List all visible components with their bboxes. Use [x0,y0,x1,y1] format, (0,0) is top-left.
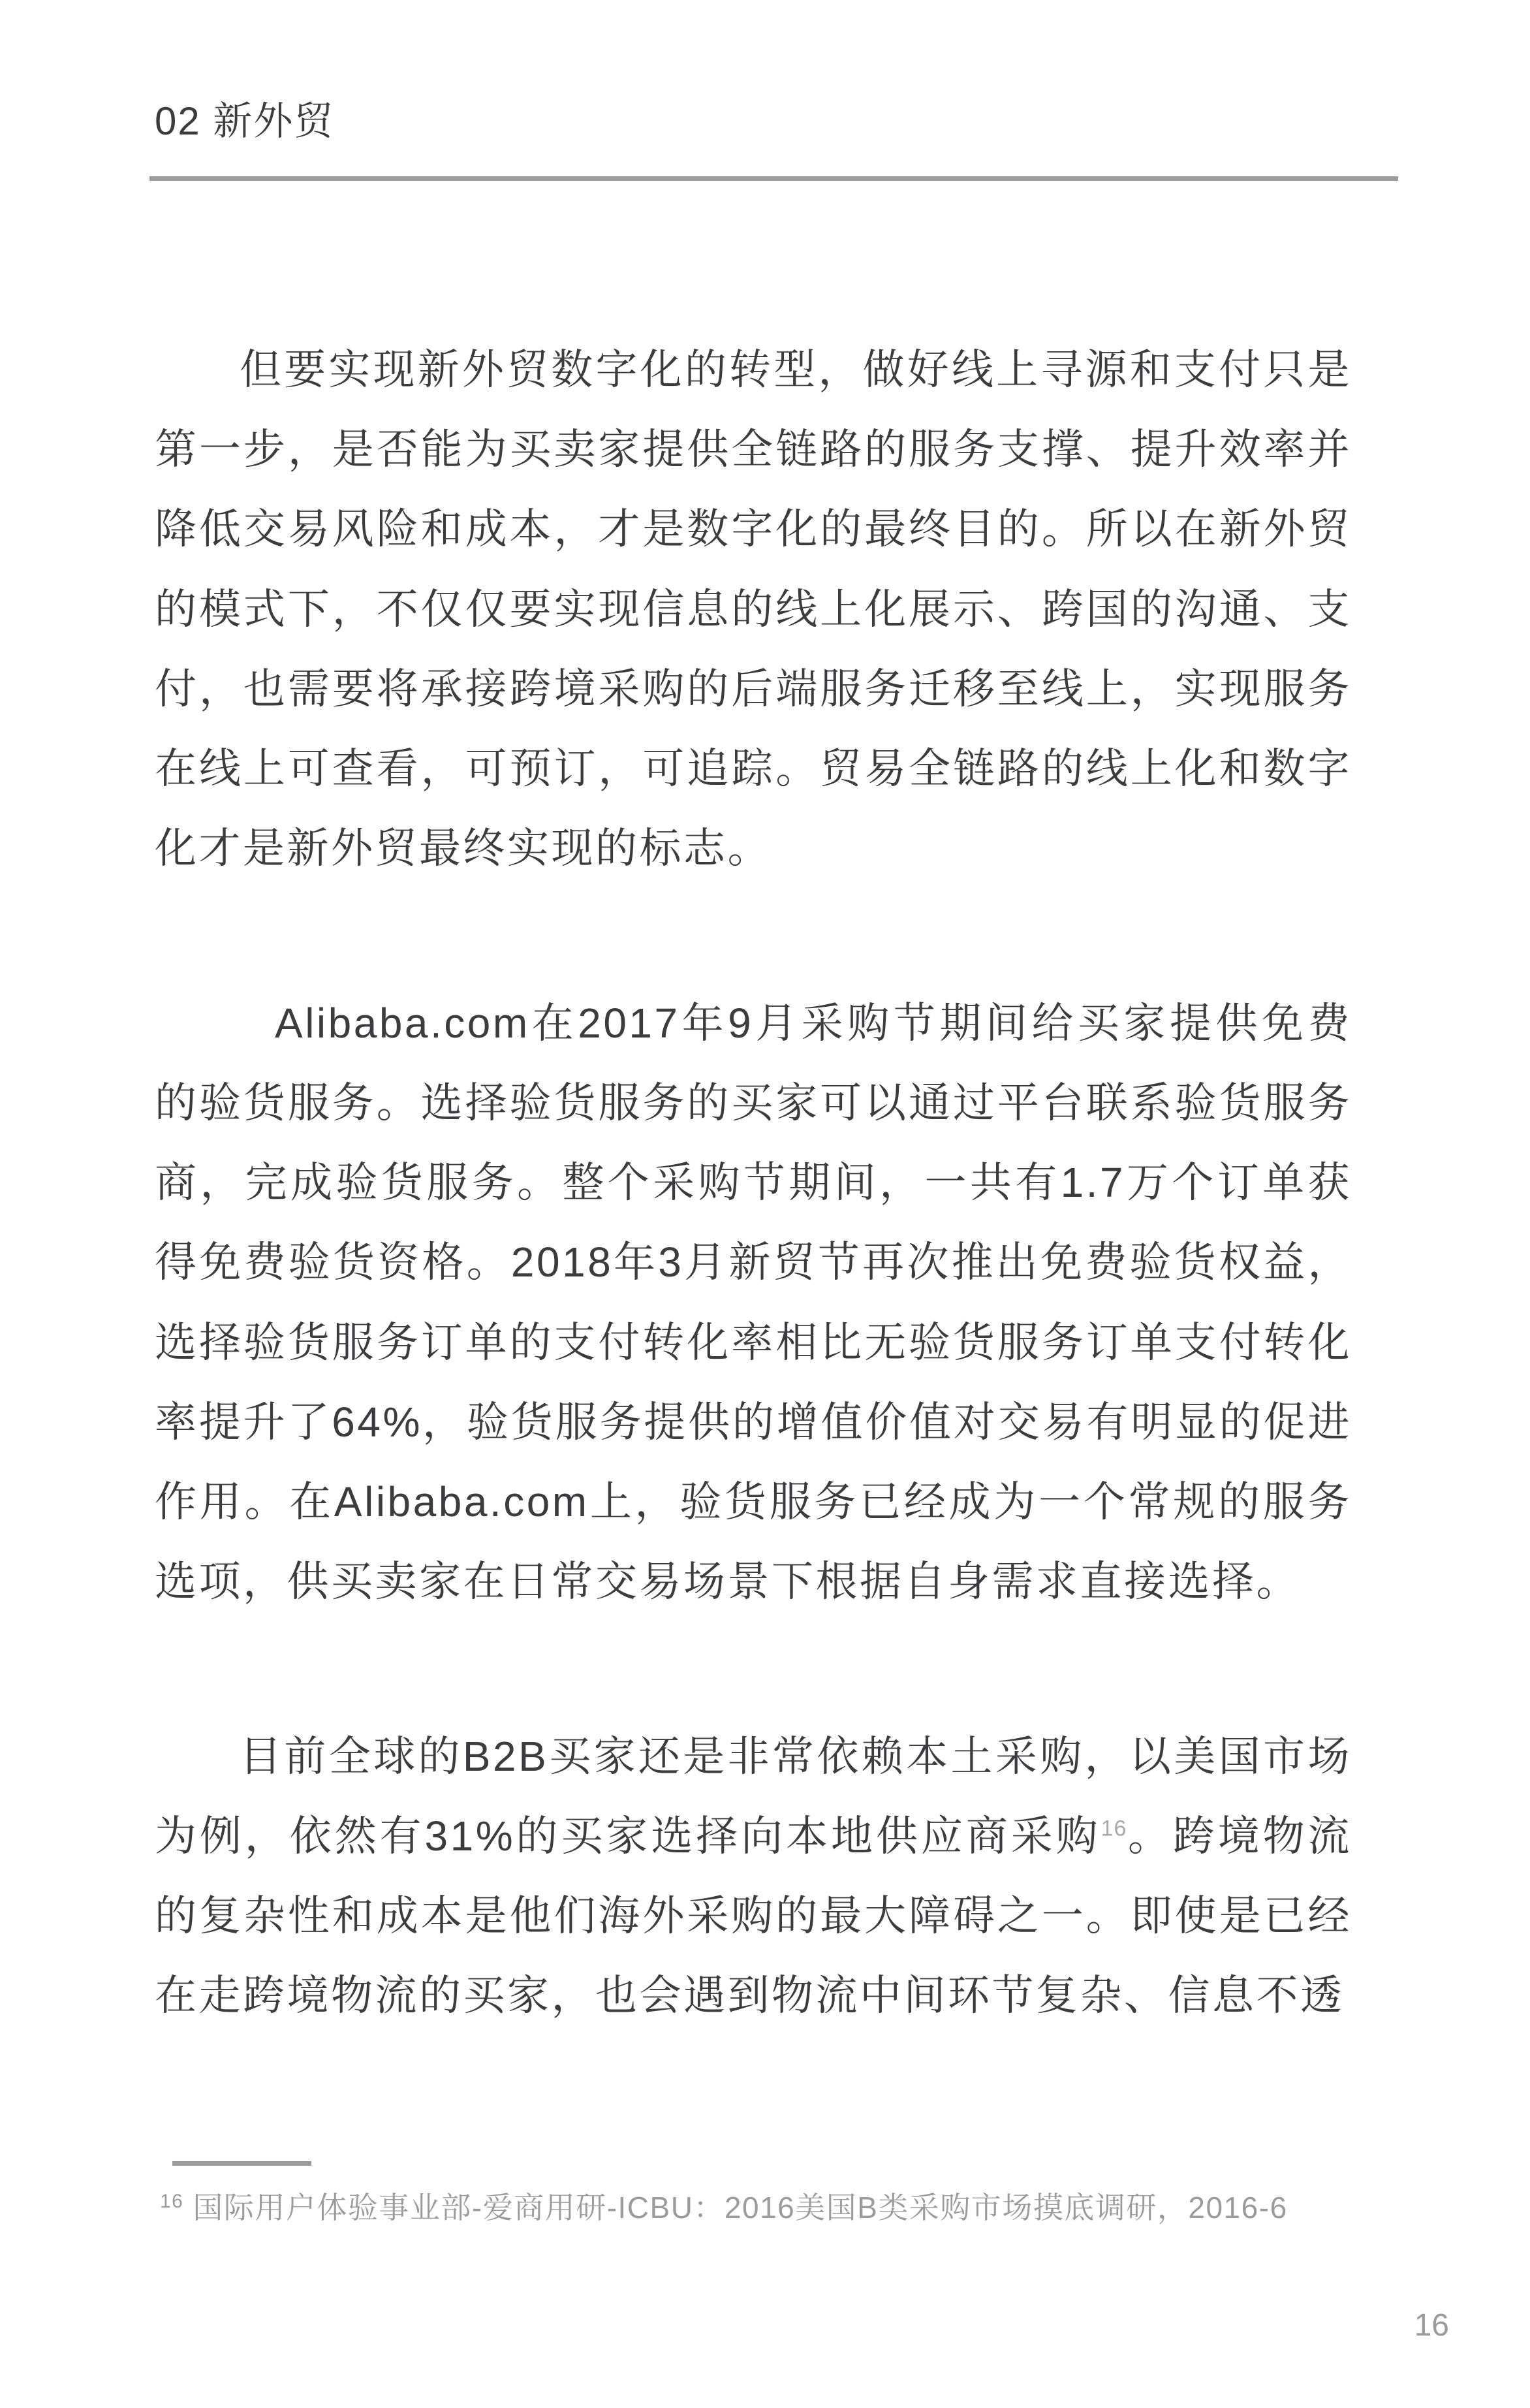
paragraph-2 [155,983,1352,1622]
footnote-section [160,2161,1398,2228]
body-text [155,330,1352,2035]
paragraph-3-text-pre: 目前全球的B2B买家还是非常依赖本土采购，以美国市场为例，依然有31%的买家选择向本地供应商采购 [155,1732,1352,1860]
footnote [160,2189,1398,2228]
footnote-text: 国际用户体验事业部-爱商用研-ICBU：2016美国B类采购市场摸底调研，2016-6 [193,2191,1288,2225]
page-number: 16 [1414,2308,1449,2343]
page-header [155,98,1398,181]
footnote-marker: 16 [160,2190,184,2212]
paragraph-2-text: Alibaba.com在2017年9月采购节期间给买家提供免费的验货服务。选择验货服务的买家可以通过平台联系验货服务商，完成验货服务。整个采购节期间，一共有1.7万个订单获得免费验货资格。2018年3月新贸节再次推出免费验货权益，选择验货服务订单的支付转化率相比无验货服务订单支付转化率提升了64%，验货服务提供的增值价值对交易有明显的促进作用。在Alibaba.com上，验货服务已经成为一个常规的服务选项，供买卖家在日常交易场景下根据自身需求直接选择。 [155,999,1352,1606]
footnote-ref: 16 [1101,1816,1127,1841]
paragraph-1-text: 但要实现新外贸数字化的转型，做好线上寻源和支付只是第一步，是否能为买卖家提供全链路的服务支撑、提升效率并降低交易风险和成本，才是数字化的最终目的。所以在新外贸的模式下，不仅仅要实现信息的线上化展示、跨国的沟通、支付，也需要将承接跨境采购的后端服务迁移至线上，实现服务在线上可查看，可预订，可追踪。贸易全链路的线上化和数字化才是新外贸最终实现的标志。 [155,346,1352,872]
paragraph-3 [155,1717,1352,2036]
paragraph-3-text-post: 。跨境物流的复杂性和成本是他们海外采购的最大障碍之一。即使是已经在走跨境物流的买家，也会遇到物流中间环节复杂、信息不透 [155,1812,1352,2020]
paragraph-1 [155,330,1352,889]
header-divider [149,176,1398,181]
footnote-divider [172,2161,311,2166]
section-title: 02 新外贸 [155,99,335,143]
